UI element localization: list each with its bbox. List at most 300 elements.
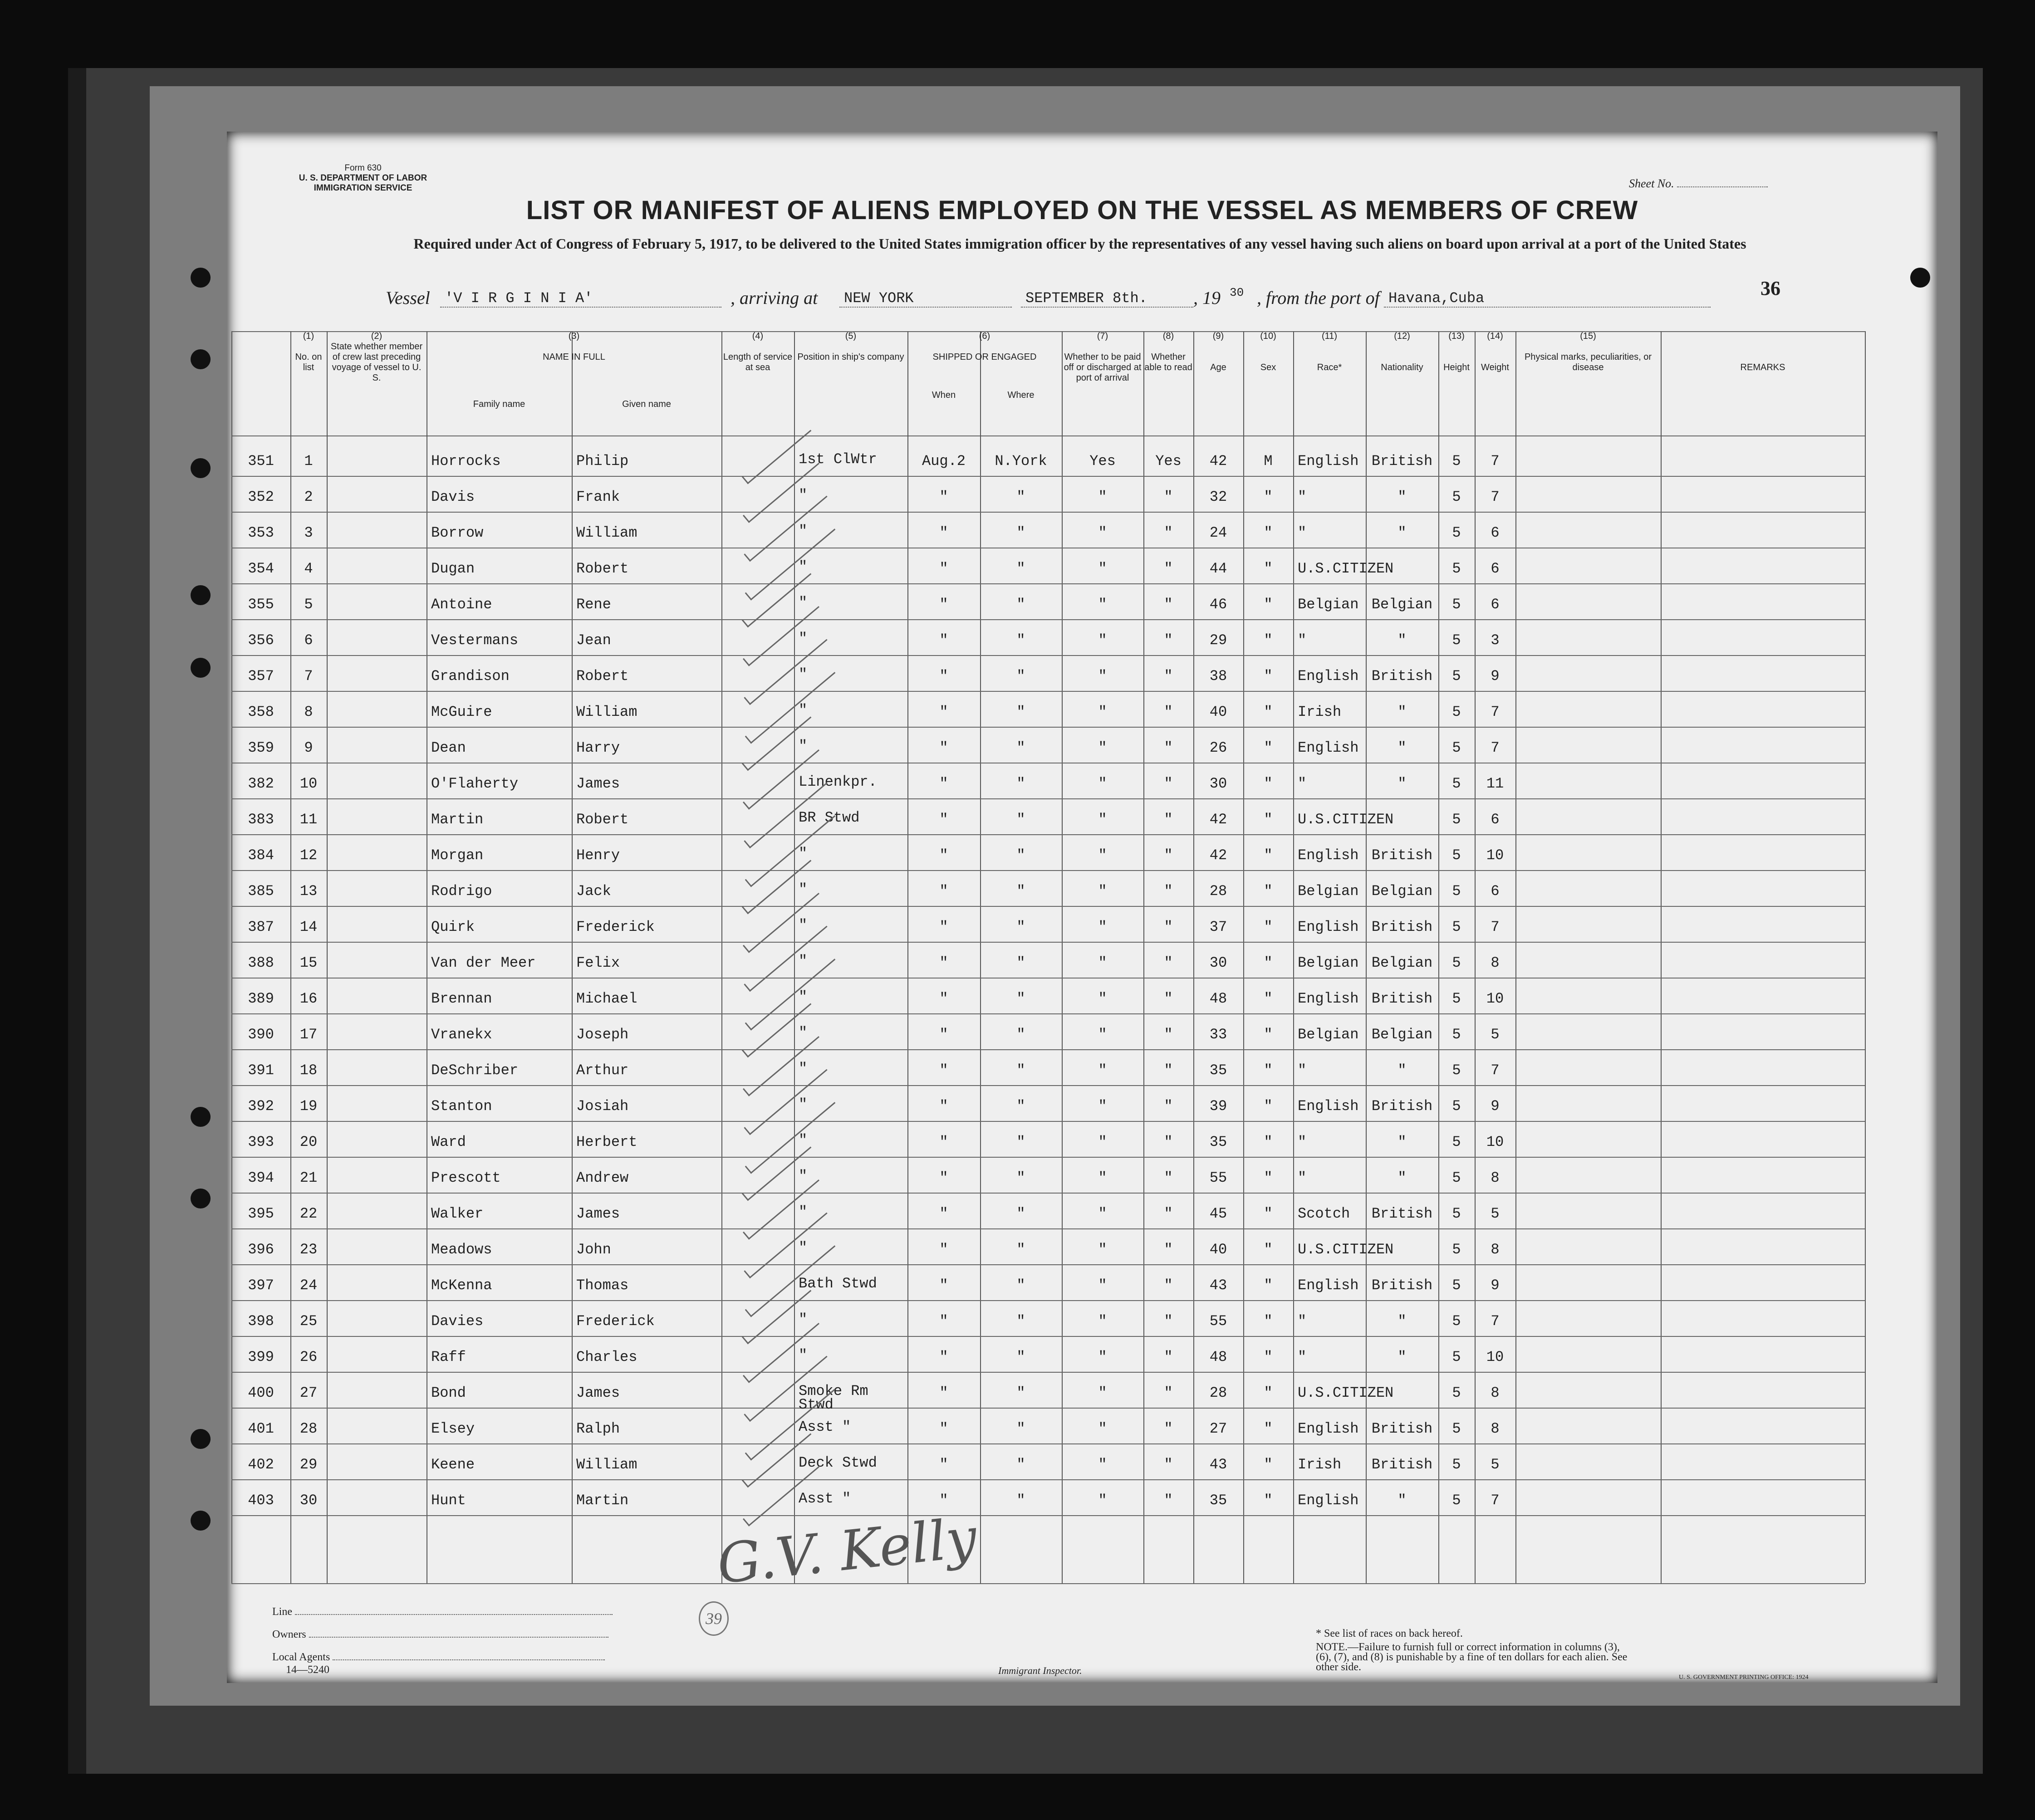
cell-weight: 7	[1491, 1313, 1500, 1330]
cell-given-name: Harry	[576, 739, 620, 756]
cell-height: 5	[1452, 954, 1461, 971]
owners-label: Owners	[272, 1629, 608, 1641]
col-header-nationality: (12) Nationality	[1381, 331, 1423, 372]
cell-given-name: Frederick	[576, 919, 655, 935]
cell-age: 38	[1209, 668, 1227, 685]
cell-family-name: Keene	[431, 1456, 475, 1473]
cell-no: 22	[299, 1205, 318, 1222]
cell-nationality: British	[1371, 1420, 1433, 1437]
col-header-remarks: REMARKS	[1740, 362, 1785, 372]
cell-family-name: Martin	[431, 811, 484, 828]
cell-no: 11	[299, 811, 318, 828]
cell-race: "	[1298, 775, 1307, 792]
cell-height: 5	[1452, 919, 1461, 935]
cell-race: Irish	[1298, 704, 1342, 720]
row-rule	[231, 727, 1865, 728]
cell-weight: 6	[1491, 883, 1500, 900]
cell-weight: 8	[1491, 1169, 1500, 1186]
cell-weight: 6	[1491, 560, 1500, 577]
cell-no: 30	[299, 1492, 318, 1509]
cell-ref-number: 358	[248, 704, 274, 720]
cell-family-name: Van der Meer	[431, 954, 536, 971]
cell-ref-number: 359	[248, 739, 274, 756]
cell-position: "	[799, 881, 808, 898]
cell-height: 5	[1452, 811, 1461, 828]
cell-nationality: "	[1398, 632, 1407, 649]
cell-where: "	[1016, 1420, 1025, 1437]
cell-position: Asst "	[799, 1490, 851, 1507]
cell-weight: 8	[1491, 1420, 1500, 1437]
cell-family-name: Brennan	[431, 990, 492, 1007]
cell-height: 5	[1452, 1205, 1461, 1222]
cell-race: English	[1298, 847, 1359, 864]
cell-height: 5	[1452, 1098, 1461, 1115]
cell-family-name: O'Flaherty	[431, 775, 519, 792]
cell-nationality: British	[1371, 1456, 1433, 1473]
cell-height: 5	[1452, 1492, 1461, 1509]
cell-read: "	[1164, 1313, 1173, 1330]
arrival-date: SEPTEMBER 8th.	[1021, 290, 1193, 308]
cell-race: English	[1298, 990, 1359, 1007]
cell-when: "	[939, 811, 948, 828]
binder-hole	[191, 585, 211, 605]
circled-note: 39	[699, 1601, 729, 1636]
cell-height: 5	[1452, 668, 1461, 685]
cell-weight: 5	[1491, 1205, 1500, 1222]
cell-where: "	[1016, 596, 1025, 613]
binder-hole	[191, 658, 211, 678]
cell-paid-off: "	[1098, 775, 1107, 792]
cell-no: 13	[299, 883, 318, 900]
binder-hole	[191, 268, 211, 288]
cell-nationality: "	[1398, 524, 1407, 541]
cell-race: Belgian	[1298, 954, 1359, 971]
year-prefix: , 19	[1193, 288, 1221, 308]
cell-no: 24	[299, 1277, 318, 1294]
line-label: Line	[272, 1606, 613, 1618]
cell-nationality: Belgian	[1371, 1026, 1433, 1043]
cell-age: 24	[1209, 524, 1227, 541]
cell-read: "	[1164, 739, 1173, 756]
cell-race: Belgian	[1298, 1026, 1359, 1043]
cell-where: "	[1016, 1134, 1025, 1150]
cell-sex: "	[1264, 1349, 1273, 1365]
cell-age: 26	[1209, 739, 1227, 756]
cell-height: 5	[1452, 883, 1461, 900]
cell-sex: M	[1264, 453, 1273, 470]
crew-table	[231, 331, 1865, 1583]
cell-weight: 5	[1491, 1456, 1500, 1473]
cell-nationality: "	[1398, 1169, 1407, 1186]
binder-hole	[191, 1189, 211, 1208]
cell-family-name: Hunt	[431, 1492, 466, 1509]
cell-where: "	[1016, 954, 1025, 971]
cell-age: 39	[1209, 1098, 1227, 1115]
cell-where: "	[1016, 668, 1025, 685]
cell-height: 5	[1452, 524, 1461, 541]
cell-when: "	[939, 739, 948, 756]
cell-paid-off: "	[1098, 524, 1107, 541]
cell-position: "	[799, 1347, 808, 1364]
col-header-height: (13) Height	[1443, 331, 1470, 372]
cell-sex: "	[1264, 919, 1273, 935]
cell-when: "	[939, 1456, 948, 1473]
agents-code: 14—5240	[286, 1664, 329, 1676]
cell-read: "	[1164, 1241, 1173, 1258]
cell-read: "	[1164, 1385, 1173, 1401]
row-rule	[231, 1228, 1865, 1229]
cell-ref-number: 353	[248, 524, 274, 541]
cell-given-name: Andrew	[576, 1169, 629, 1186]
cell-read: "	[1164, 990, 1173, 1007]
cell-sex: "	[1264, 954, 1273, 971]
cell-age: 42	[1209, 811, 1227, 828]
cell-age: 30	[1209, 954, 1227, 971]
cell-read: "	[1164, 668, 1173, 685]
cell-read: "	[1164, 775, 1173, 792]
cell-age: 35	[1209, 1134, 1227, 1150]
cell-no: 20	[299, 1134, 318, 1150]
page-subtitle: Required under Act of Congress of February 5, 1917, to be delivered to the United States immigration officer by the representatives of any vessel having such aliens on board upon arrival at a port of the United States	[413, 235, 1746, 252]
cell-when: "	[939, 632, 948, 649]
cell-weight: 6	[1491, 524, 1500, 541]
cell-position: Bath Stwd	[799, 1275, 877, 1292]
cell-ref-number: 393	[248, 1134, 274, 1150]
cell-race: "	[1298, 489, 1307, 505]
cell-paid-off: "	[1098, 1420, 1107, 1437]
cell-position: "	[799, 1132, 808, 1149]
cell-paid-off: "	[1098, 668, 1107, 685]
cell-read: "	[1164, 560, 1173, 577]
cell-race: Belgian	[1298, 883, 1359, 900]
col-header-sex: (10) Sex	[1260, 331, 1276, 372]
cell-no: 26	[299, 1349, 318, 1365]
cell-age: 33	[1209, 1026, 1227, 1043]
cell-family-name: Ward	[431, 1134, 466, 1150]
cell-nationality: British	[1371, 990, 1433, 1007]
cell-ref-number: 352	[248, 489, 274, 505]
cell-position: "	[799, 1096, 808, 1113]
cell-nationality: Belgian	[1371, 883, 1433, 900]
cell-paid-off: "	[1098, 1169, 1107, 1186]
cell-sex: "	[1264, 1385, 1273, 1401]
cell-height: 5	[1452, 489, 1461, 505]
cell-no: 14	[299, 919, 318, 935]
row-rule	[231, 619, 1865, 620]
cell-ref-number: 396	[248, 1241, 274, 1258]
departure-port: Havana,Cuba	[1384, 290, 1711, 308]
cell-height: 5	[1452, 1385, 1461, 1401]
cell-when: "	[939, 704, 948, 720]
cell-race: English	[1298, 1098, 1359, 1115]
cell-family-name: Elsey	[431, 1420, 475, 1437]
cell-weight: 7	[1491, 1062, 1500, 1079]
row-rule	[231, 1157, 1865, 1158]
col-header-weight: (14) Weight	[1481, 331, 1509, 372]
vessel-label: Vessel	[386, 288, 430, 308]
cell-sex: "	[1264, 524, 1273, 541]
row-rule	[231, 870, 1865, 871]
cell-where: "	[1016, 1456, 1025, 1473]
cell-sex: "	[1264, 1420, 1273, 1437]
cell-sex: "	[1264, 739, 1273, 756]
cell-no: 16	[299, 990, 318, 1007]
cell-read: "	[1164, 489, 1173, 505]
cell-where: "	[1016, 1313, 1025, 1330]
cell-given-name: Joseph	[576, 1026, 629, 1043]
cell-read: "	[1164, 1205, 1173, 1222]
page-number: 36	[1760, 277, 1780, 299]
cell-paid-off: "	[1098, 1492, 1107, 1509]
cell-age: 42	[1209, 453, 1227, 470]
cell-position: "	[799, 1311, 808, 1328]
cell-read: "	[1164, 1134, 1173, 1150]
cell-given-name: James	[576, 1205, 620, 1222]
cell-no: 10	[299, 775, 318, 792]
cell-height: 5	[1452, 847, 1461, 864]
col-header-position: (5) Position in ship's company	[797, 331, 904, 362]
cell-no: 2	[304, 489, 313, 505]
cell-read: "	[1164, 632, 1173, 649]
cell-no: 9	[304, 739, 313, 756]
cell-ref-number: 402	[248, 1456, 274, 1473]
cell-position: Asst "	[799, 1419, 851, 1435]
cell-nationality: British	[1371, 847, 1433, 864]
cell-height: 5	[1452, 1169, 1461, 1186]
cell-race: U.S.CITIZEN	[1298, 1385, 1394, 1401]
cell-ref-number: 351	[248, 453, 274, 470]
cell-weight: 6	[1491, 596, 1500, 613]
cell-where: "	[1016, 990, 1025, 1007]
cell-nationality: "	[1398, 1492, 1407, 1509]
cell-paid-off: "	[1098, 883, 1107, 900]
cell-race: "	[1298, 1062, 1307, 1079]
cell-when: "	[939, 1313, 948, 1330]
cell-height: 5	[1452, 775, 1461, 792]
row-rule	[231, 1264, 1865, 1265]
cell-weight: 10	[1486, 990, 1504, 1007]
cell-when: "	[939, 1026, 948, 1043]
cell-race: English	[1298, 739, 1359, 756]
cell-age: 40	[1209, 1241, 1227, 1258]
cell-nationality: "	[1398, 775, 1407, 792]
row-rule	[231, 1372, 1865, 1373]
cell-position: "	[799, 1168, 808, 1184]
printer-note: U. S. GOVERNMENT PRINTING OFFICE: 1924	[1679, 1674, 1809, 1681]
cell-position: "	[799, 988, 808, 1005]
cell-position: "	[799, 558, 808, 575]
cell-sex: "	[1264, 1492, 1273, 1509]
cell-ref-number: 394	[248, 1169, 274, 1186]
cell-when: "	[939, 1205, 948, 1222]
cell-weight: 7	[1491, 489, 1500, 505]
cell-read: "	[1164, 954, 1173, 971]
cell-sex: "	[1264, 1026, 1273, 1043]
cell-position: Deck Stwd	[799, 1454, 877, 1471]
cell-height: 5	[1452, 596, 1461, 613]
vessel-line	[259, 286, 1801, 313]
cell-given-name: Herbert	[576, 1134, 637, 1150]
cell-no: 12	[299, 847, 318, 864]
cell-family-name: Borrow	[431, 524, 484, 541]
cell-paid-off: "	[1098, 489, 1107, 505]
cell-height: 5	[1452, 1420, 1461, 1437]
cell-race: U.S.CITIZEN	[1298, 811, 1394, 828]
cell-nationality: Belgian	[1371, 954, 1433, 971]
cell-no: 17	[299, 1026, 318, 1043]
cell-age: 28	[1209, 883, 1227, 900]
cell-family-name: DeSchriber	[431, 1062, 519, 1079]
cell-given-name: Thomas	[576, 1277, 629, 1294]
cell-when: "	[939, 1098, 948, 1115]
cell-no: 28	[299, 1420, 318, 1437]
cell-paid-off: "	[1098, 1098, 1107, 1115]
cell-weight: 7	[1491, 739, 1500, 756]
cell-ref-number: 388	[248, 954, 274, 971]
cell-age: 45	[1209, 1205, 1227, 1222]
row-rule	[231, 1408, 1865, 1409]
cell-when: "	[939, 1062, 948, 1079]
cell-where: "	[1016, 883, 1025, 900]
row-rule	[231, 691, 1865, 692]
cell-ref-number: 354	[248, 560, 274, 577]
cell-nationality: "	[1398, 1313, 1407, 1330]
cell-no: 21	[299, 1169, 318, 1186]
year-suffix: 30	[1230, 286, 1244, 299]
cell-when: "	[939, 847, 948, 864]
cell-position: "	[799, 594, 808, 611]
cell-sex: "	[1264, 1098, 1273, 1115]
cell-family-name: Grandison	[431, 668, 510, 685]
cell-ref-number: 391	[248, 1062, 274, 1079]
cell-given-name: Ralph	[576, 1420, 620, 1437]
cell-family-name: Raff	[431, 1349, 466, 1365]
cell-where: "	[1016, 1385, 1025, 1401]
cell-race: "	[1298, 1313, 1307, 1330]
sheet-number-label: Sheet No.	[1629, 177, 1768, 191]
cell-family-name: Rodrigo	[431, 883, 492, 900]
cell-given-name: Charles	[576, 1349, 637, 1365]
cell-given-name: Robert	[576, 811, 629, 828]
cell-paid-off: "	[1098, 560, 1107, 577]
cell-read: "	[1164, 524, 1173, 541]
cell-sex: "	[1264, 847, 1273, 864]
cell-position: 1st ClWtr	[799, 451, 877, 468]
cell-when: "	[939, 775, 948, 792]
row-rule	[231, 1193, 1865, 1194]
cell-height: 5	[1452, 1026, 1461, 1043]
cell-race: "	[1298, 1169, 1307, 1186]
cell-where: "	[1016, 1062, 1025, 1079]
cell-read: "	[1164, 811, 1173, 828]
cell-race: U.S.CITIZEN	[1298, 560, 1394, 577]
cell-position: "	[799, 702, 808, 719]
binder-hole	[191, 349, 211, 369]
cell-race: English	[1298, 668, 1359, 685]
cell-where: "	[1016, 524, 1025, 541]
cell-paid-off: "	[1098, 1134, 1107, 1150]
cell-paid-off: "	[1098, 1313, 1107, 1330]
cell-weight: 9	[1491, 1098, 1500, 1115]
cell-sex: "	[1264, 1205, 1273, 1222]
row-rule	[231, 1013, 1865, 1014]
col-header-service-length: (4) Length of service at sea	[723, 331, 793, 372]
cell-where: "	[1016, 1349, 1025, 1365]
binder-hole	[191, 1429, 211, 1449]
cell-paid-off: "	[1098, 1062, 1107, 1079]
cell-paid-off: Yes	[1089, 453, 1116, 470]
cell-race: English	[1298, 1277, 1359, 1294]
cell-sex: "	[1264, 1241, 1273, 1258]
form-header	[295, 163, 431, 193]
cell-family-name: Vranekx	[431, 1026, 492, 1043]
cell-sex: "	[1264, 1313, 1273, 1330]
cell-height: 5	[1452, 1277, 1461, 1294]
cell-where: "	[1016, 775, 1025, 792]
cell-age: 55	[1209, 1313, 1227, 1330]
cell-race: Belgian	[1298, 596, 1359, 613]
cell-nationality: "	[1398, 489, 1407, 505]
col-header-read: (8) Whether able to read	[1144, 331, 1192, 372]
service-name: IMMIGRATION SERVICE	[314, 183, 412, 193]
cell-age: 44	[1209, 560, 1227, 577]
cell-family-name: Davies	[431, 1313, 484, 1330]
cell-paid-off: "	[1098, 596, 1107, 613]
cell-given-name: Jean	[576, 632, 611, 649]
cell-ref-number: 400	[248, 1385, 274, 1401]
cell-given-name: Frank	[576, 489, 620, 505]
cell-when: "	[939, 1385, 948, 1401]
cell-paid-off: "	[1098, 1277, 1107, 1294]
cell-race: English	[1298, 453, 1359, 470]
cell-age: 35	[1209, 1062, 1227, 1079]
cell-paid-off: "	[1098, 1349, 1107, 1365]
cell-sex: "	[1264, 1277, 1273, 1294]
cell-when: "	[939, 1241, 948, 1258]
cell-family-name: Vestermans	[431, 632, 519, 649]
cell-nationality: "	[1398, 704, 1407, 720]
cell-no: 6	[304, 632, 313, 649]
binder-hole	[191, 1511, 211, 1531]
cell-paid-off: "	[1098, 1456, 1107, 1473]
cell-age: 48	[1209, 990, 1227, 1007]
cell-where: "	[1016, 1026, 1025, 1043]
cell-weight: 6	[1491, 811, 1500, 828]
cell-nationality: British	[1371, 1205, 1433, 1222]
cell-ref-number: 384	[248, 847, 274, 864]
cell-family-name: Horrocks	[431, 453, 501, 470]
cell-when: "	[939, 1420, 948, 1437]
cell-ref-number: 385	[248, 883, 274, 900]
col-header-prior-voyage: (2) State whether member of crew last preceding voyage of vessel to U. S.	[330, 331, 423, 383]
cell-race: Scotch	[1298, 1205, 1350, 1222]
cell-read: "	[1164, 847, 1173, 864]
col-header-paid-off: (7) Whether to be paid off or discharged at port of arrival	[1064, 331, 1142, 383]
binder-hole	[191, 1107, 211, 1127]
row-rule	[231, 1049, 1865, 1050]
cell-sex: "	[1264, 990, 1273, 1007]
cell-position: Smoke Rm Stwd	[799, 1383, 868, 1413]
cell-where: "	[1016, 919, 1025, 935]
cell-nationality: "	[1398, 1134, 1407, 1150]
cell-ref-number: 399	[248, 1349, 274, 1365]
binder-hole	[1910, 268, 1930, 288]
penalty-note: NOTE.—Failure to furnish full or correct information in columns (3), (6), (7), and (8) is punishable by a fine of ten dollars for each alien. See other side.	[1316, 1641, 1628, 1673]
cell-ref-number: 383	[248, 811, 274, 828]
row-rule	[231, 1121, 1865, 1122]
cell-where: "	[1016, 1492, 1025, 1509]
cell-no: 23	[299, 1241, 318, 1258]
